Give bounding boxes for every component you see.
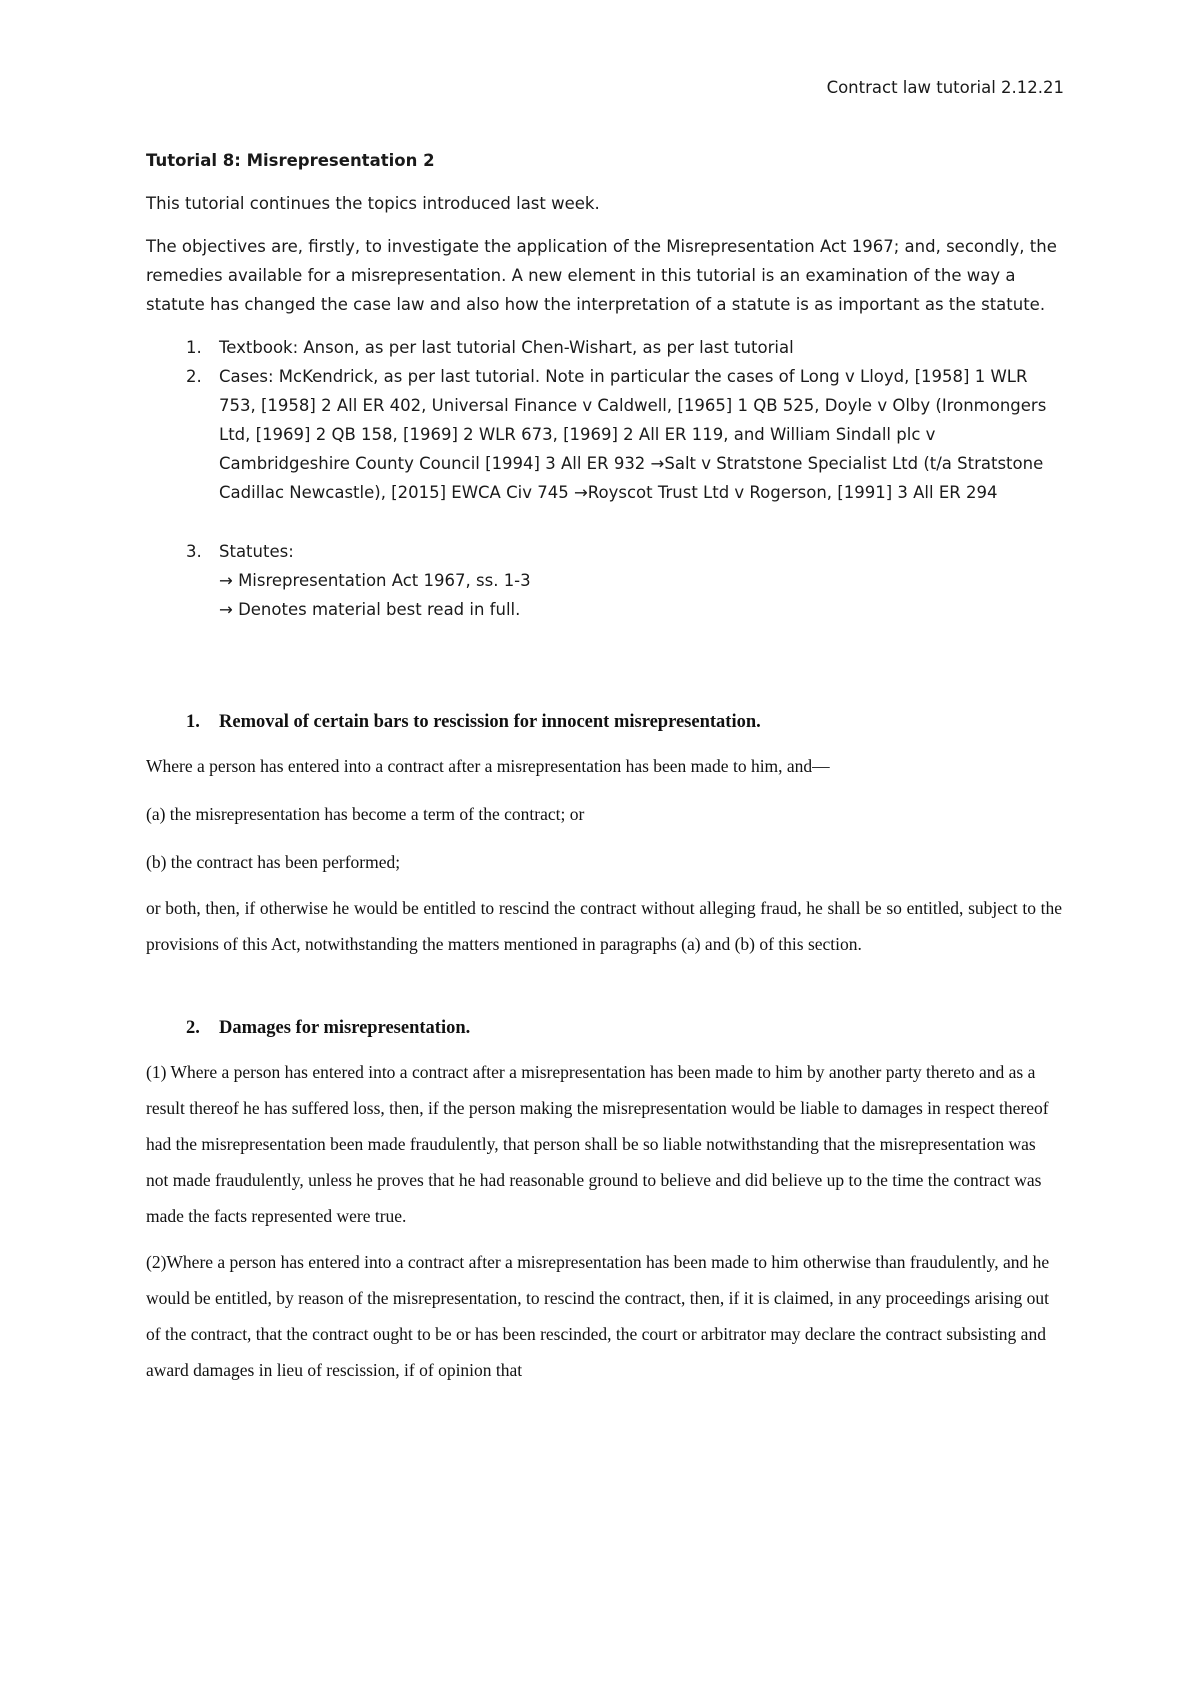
intro-paragraph-1: This tutorial continues the topics introduced last week. bbox=[146, 194, 600, 213]
section-2-subsection-2: (2)Where a person has entered into a contract after a misrepresentation has been made to him otherwise than fraudulently, and he would be entitled, by reason of the misrepresentation, to rescind the contract, then, if it is claimed, in any proceedings arising out of the contract, that the contract ought to be or has been rescinded, the court or arbitrator may declare the contract subsisting and award damages in lieu of rescission, if of opinion that bbox=[146, 1252, 1050, 1380]
statutes-label: Statutes: bbox=[219, 542, 294, 561]
list-item-text: Cases: McKendrick, as per last tutorial. Note in particular the cases of Long v Lloyd, [1958] 1 WLR 753, [1958] 2 All ER 402, Universal Finance v Caldwell, [1965] 1 QB 525, Doyle v Olby (Ironmongers Ltd, [1969] 2 QB 158, [1969] 2 WLR 673, [1969] 2 All ER 119, and William Sindall plc v Cambridgeshire County Council [1994] 3 All ER 932 →Salt v Stratstone Specialist Ltd (t/a Stratstone Cadillac Newcastle), [2015] EWCA Civ 745 →Royscot Trust Ltd v Rogerson, [1991] 3 All ER 294 bbox=[219, 367, 1047, 502]
arrow-legend: → Denotes material best read in full. bbox=[219, 600, 521, 619]
list-number: 1. bbox=[186, 338, 202, 357]
section-1-heading bbox=[146, 708, 1062, 736]
intro-paragraph-2: The objectives are, firstly, to investigate the application of the Misrepresentation Act 1967; and, secondly, the remedies available for a misrepresentation. A new element in this tutorial is an examination of the way a statute has changed the case law and also how the interpretation of a statute is as important as the statute. bbox=[146, 237, 1057, 314]
section-number: 1. bbox=[186, 712, 200, 732]
list-number: 3. bbox=[186, 542, 202, 561]
reading-list bbox=[146, 333, 1062, 624]
section-title: Damages for misrepresentation. bbox=[219, 1018, 471, 1038]
statute-reference: → Misrepresentation Act 1967, ss. 1-3 bbox=[219, 571, 531, 590]
list-number: 2. bbox=[186, 367, 202, 386]
list-item-text: Textbook: Anson, as per last tutorial Chen-Wishart, as per last tutorial bbox=[219, 338, 794, 357]
section-1-clause-b: (b) the contract has been performed; bbox=[146, 852, 401, 872]
section-title: Removal of certain bars to rescission for innocent misrepresentation. bbox=[219, 712, 761, 732]
document-body bbox=[146, 146, 1062, 1388]
section-number: 2. bbox=[186, 1018, 200, 1038]
tutorial-title: Tutorial 8: Misrepresentation 2 bbox=[146, 151, 435, 170]
page-header: Contract law tutorial 2.12.21 bbox=[826, 78, 1064, 97]
section-1-paragraph: or both, then, if otherwise he would be entitled to rescind the contract without alleging fraud, he shall be so entitled, subject to the provisions of this Act, notwithstanding the matters mentioned in paragraphs (a) and (b) of this section. bbox=[146, 898, 1062, 954]
reading-list-item bbox=[146, 362, 1062, 507]
reading-list-item bbox=[146, 537, 1062, 624]
section-2-heading bbox=[146, 1014, 1062, 1042]
section-1-paragraph: Where a person has entered into a contract after a misrepresentation has been made to him, and— bbox=[146, 756, 830, 776]
section-1-clause-a: (a) the misrepresentation has become a term of the contract; or bbox=[146, 804, 585, 824]
section-2-subsection-1: (1) Where a person has entered into a contract after a misrepresentation has been made to him by another party thereto and as a result thereof he has suffered loss, then, if the person making the misrepresentation would be liable to damages in respect thereof had the misrepresentation been made fraudulently, that person shall be so liable notwithstanding that the misrepresentation was not made fraudulently, unless he proves that he had reasonable ground to believe and did believe up to the time the contract was made the facts represented were true. bbox=[146, 1062, 1049, 1226]
reading-list-item bbox=[146, 333, 1062, 362]
